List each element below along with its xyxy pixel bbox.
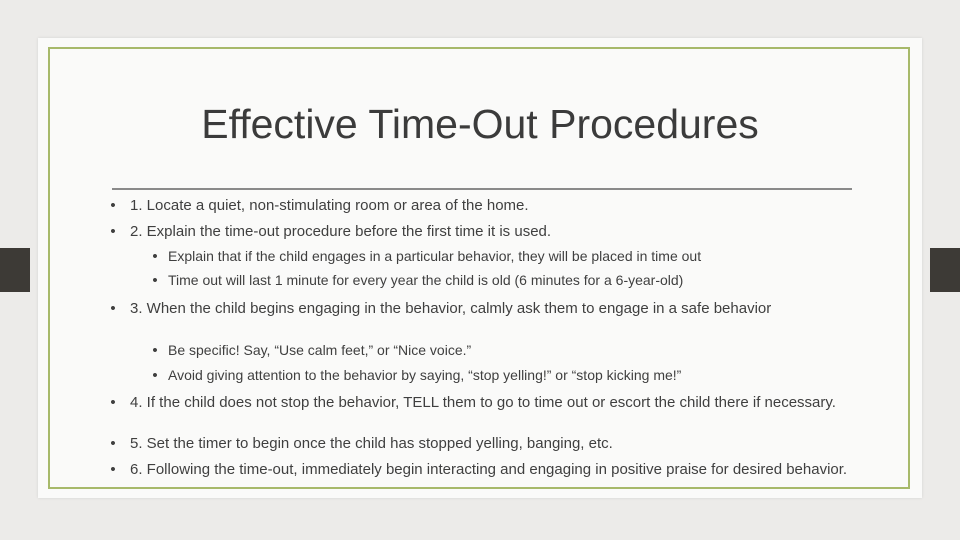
bullet-text: 4. If the child does not stop the behavior, TELL them to go to time out or escort the child there if necessary. — [130, 394, 836, 411]
bullet-icon: • — [152, 248, 158, 265]
bullet-icon: • — [110, 300, 116, 317]
bullet-item-3 — [110, 300, 870, 317]
sub-bullet-item-2a — [152, 248, 868, 265]
title-divider — [112, 188, 852, 190]
bullet-text: 1. Locate a quiet, non-stimulating room or area of the home. — [130, 197, 529, 214]
bullet-icon: • — [152, 272, 158, 289]
bullet-text: Explain that if the child engages in a particular behavior, they will be placed in time out — [168, 248, 702, 264]
bullet-icon: • — [110, 223, 116, 240]
bullet-icon: • — [152, 342, 158, 359]
right-edge-tab — [930, 248, 960, 292]
bullet-icon: • — [110, 394, 116, 411]
slide-title: Effective Time-Out Procedures — [201, 101, 759, 147]
bullet-icon: • — [110, 435, 116, 452]
left-edge-tab — [0, 248, 30, 292]
bullet-icon: • — [110, 461, 116, 478]
sub-bullet-item-3a — [152, 342, 868, 359]
bullet-icon: • — [152, 367, 158, 384]
bullet-text: 6. Following the time-out, immediately begin interacting and engaging in positive praise for desired behavior. — [130, 461, 848, 478]
sub-bullet-item-2b — [152, 272, 868, 289]
bullet-item-1 — [110, 197, 870, 214]
bullet-icon: • — [110, 197, 116, 214]
bullet-text: 5. Set the timer to begin once the child has stopped yelling, banging, etc. — [130, 435, 613, 452]
sub-bullet-item-3b — [152, 367, 868, 384]
bullet-item-5 — [110, 435, 870, 452]
bullet-text: 3. When the child begins engaging in the behavior, calmly ask them to engage in a safe behavior — [130, 300, 772, 317]
bullet-item-6 — [110, 461, 870, 478]
bullet-text: 2. Explain the time-out procedure before the first time it is used. — [130, 223, 552, 240]
bullet-text: Be specific! Say, “Use calm feet,” or “Nice voice.” — [168, 342, 472, 358]
bullet-item-2 — [110, 223, 870, 240]
bullet-text: Time out will last 1 minute for every year the child is old (6 minutes for a 6-year-old) — [168, 272, 684, 288]
bullet-item-4 — [110, 394, 870, 411]
bullet-text: Avoid giving attention to the behavior by saying, “stop yelling!” or “stop kicking me!” — [168, 367, 682, 383]
slide-card — [38, 38, 922, 498]
